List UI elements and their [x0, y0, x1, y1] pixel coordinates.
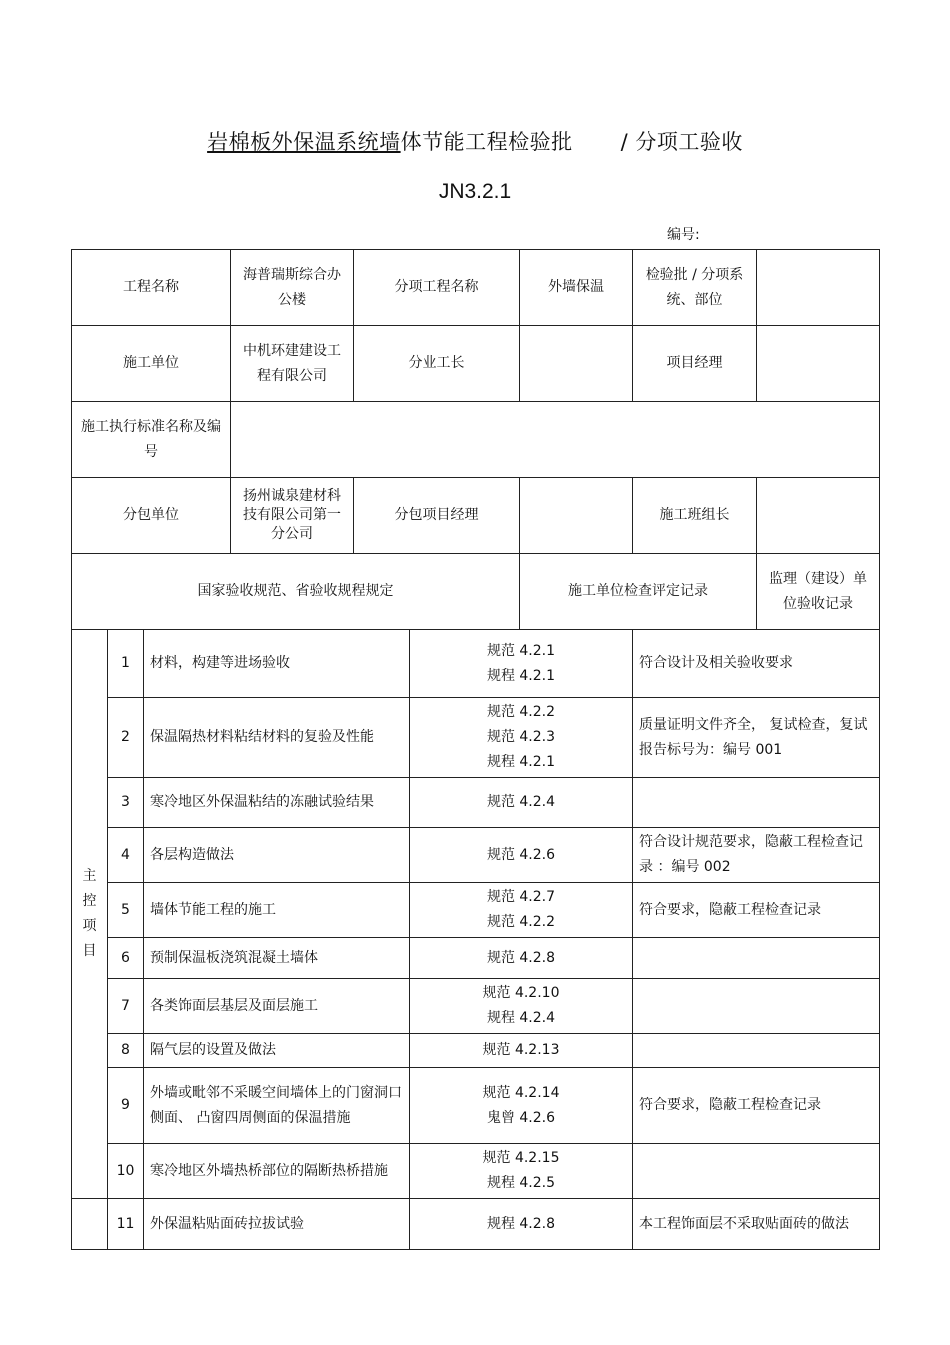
item-number: 2 — [108, 698, 144, 778]
item-name: 外墙或毗邻不采暖空间墙体上的门窗洞口侧面、 凸窗四周侧面的保温措施 — [144, 1068, 410, 1144]
item-standard-ref: 规程 4.2.8 — [410, 1199, 633, 1250]
item-number: 3 — [108, 778, 144, 828]
item-name: 寒冷地区外墙热桥部位的隔断热桥措施 — [144, 1144, 410, 1199]
item-number: 8 — [108, 1034, 144, 1068]
norms-header: 国家验收规范、省验收规程规定 — [72, 554, 520, 630]
item-number: 6 — [108, 938, 144, 979]
title-main-part: 体节能工程检验批 — [400, 130, 573, 154]
batch-label: 检验批 / 分项系统、部位 — [633, 250, 757, 326]
document-code: JN3.2.1 — [438, 180, 512, 203]
project-name-label: 工程名称 — [72, 250, 231, 326]
item-row — [72, 938, 880, 979]
title-underlined-part: 岩棉板外保温系统墙 — [207, 130, 401, 154]
item-row — [72, 1199, 880, 1250]
group-label-char: 目 — [82, 943, 97, 959]
item-name: 隔气层的设置及做法 — [144, 1034, 410, 1068]
table-body — [72, 250, 880, 1250]
item-row — [72, 979, 880, 1034]
item-contractor-record: 符合要求，隐蔽工程检查记录 — [633, 1068, 880, 1144]
item-standard-ref: 规范 4.2.6 — [410, 828, 633, 883]
team-leader-label: 施工班组长 — [633, 478, 757, 554]
item-standard-ref: 规范 4.2.1 规程 4.2.1 — [410, 630, 633, 698]
item-name: 预制保温板浇筑混凝土墙体 — [144, 938, 410, 979]
item-number: 7 — [108, 979, 144, 1034]
group-label-char: 主 — [82, 868, 97, 884]
item-row — [72, 698, 880, 778]
batch-value — [757, 250, 880, 326]
item-contractor-record — [633, 1034, 880, 1068]
contractor-row — [72, 326, 880, 402]
item-row — [72, 883, 880, 938]
item-row — [72, 828, 880, 883]
item-number: 9 — [108, 1068, 144, 1144]
sub-pm-label: 分包项目经理 — [354, 478, 520, 554]
pm-label: 项目经理 — [633, 326, 757, 402]
standard-value — [231, 402, 880, 478]
document-title — [0, 126, 950, 156]
subitem-name-label: 分项工程名称 — [354, 250, 520, 326]
column-header-row — [72, 554, 880, 630]
contractor-value: 中机环建建设工程有限公司 — [231, 326, 354, 402]
item-contractor-record — [633, 979, 880, 1034]
item-number: 11 — [108, 1199, 144, 1250]
subcontractor-value: 扬州诚泉建材科技有限公司第一分公司 — [231, 478, 354, 554]
project-name-value: 海普瑞斯综合办公楼 — [231, 250, 354, 326]
group-label-char: 项 — [82, 918, 97, 934]
item-contractor-record: 符合要求，隐蔽工程检查记录 — [633, 883, 880, 938]
item-name: 各层构造做法 — [144, 828, 410, 883]
foreman-value — [520, 326, 633, 402]
item-standard-ref: 规范 4.2.13 — [410, 1034, 633, 1068]
item-name: 墙体节能工程的施工 — [144, 883, 410, 938]
item-name: 各类饰面层基层及面层施工 — [144, 979, 410, 1034]
contractor-record-header: 施工单位检查评定记录 — [520, 554, 757, 630]
subcontractor-label: 分包单位 — [72, 478, 231, 554]
item-standard-ref: 规范 4.2.15 规程 4.2.5 — [410, 1144, 633, 1199]
team-leader-value — [757, 478, 880, 554]
item-name: 外保温粘贴面砖拉拔试验 — [144, 1199, 410, 1250]
item-standard-ref: 规范 4.2.8 — [410, 938, 633, 979]
item-contractor-record: 符合设计及相关验收要求 — [633, 630, 880, 698]
item-row — [72, 1034, 880, 1068]
sub-pm-value — [520, 478, 633, 554]
main-control-group-label — [72, 630, 108, 1199]
item-number: 1 — [108, 630, 144, 698]
supervisor-record-header: 监理（建设）单位验收记录 — [757, 554, 880, 630]
item-row — [72, 1068, 880, 1144]
item-name: 寒冷地区外保温粘结的冻融试验结果 — [144, 778, 410, 828]
foreman-label: 分业工长 — [354, 326, 520, 402]
item-name: 材料，构建等进场验收 — [144, 630, 410, 698]
item-row — [72, 778, 880, 828]
group-label-char: 控 — [82, 893, 97, 909]
title-suffix: / 分项工验收 — [620, 130, 743, 154]
item-contractor-record: 本工程饰面层不采取贴面砖的做法 — [633, 1199, 880, 1250]
item-standard-ref: 规范 4.2.7 规范 4.2.2 — [410, 883, 633, 938]
item-standard-ref: 规范 4.2.4 — [410, 778, 633, 828]
contractor-label: 施工单位 — [72, 326, 231, 402]
item-number: 10 — [108, 1144, 144, 1199]
item-row — [72, 630, 880, 698]
inspection-table — [71, 249, 880, 1250]
item-standard-ref: 规范 4.2.2 规范 4.2.3 规程 4.2.1 — [410, 698, 633, 778]
standard-row — [72, 402, 880, 478]
pm-value — [757, 326, 880, 402]
project-name-row — [72, 250, 880, 326]
subitem-name-value: 外墙保温 — [520, 250, 633, 326]
item-number: 4 — [108, 828, 144, 883]
standard-label: 施工执行标准名称及编号 — [72, 402, 231, 478]
subcontractor-row — [72, 478, 880, 554]
item-row — [72, 1144, 880, 1199]
item-contractor-record — [633, 1144, 880, 1199]
item-contractor-record: 质量证明文件齐全， 复试检查，复试报告标号为：编号 001 — [633, 698, 880, 778]
item-contractor-record — [633, 938, 880, 979]
item-contractor-record — [633, 778, 880, 828]
item-contractor-record: 符合设计规范要求，隐蔽工程检查记录 ：编号 002 — [633, 828, 880, 883]
item-name: 保温隔热材料粘结材料的复验及性能 — [144, 698, 410, 778]
item-standard-ref: 规范 4.2.10 规程 4.2.4 — [410, 979, 633, 1034]
item-number: 5 — [108, 883, 144, 938]
item-standard-ref: 规范 4.2.14 鬼曾 4.2.6 — [410, 1068, 633, 1144]
general-group-cell — [72, 1199, 108, 1250]
serial-number-label: 编号: — [667, 227, 700, 243]
